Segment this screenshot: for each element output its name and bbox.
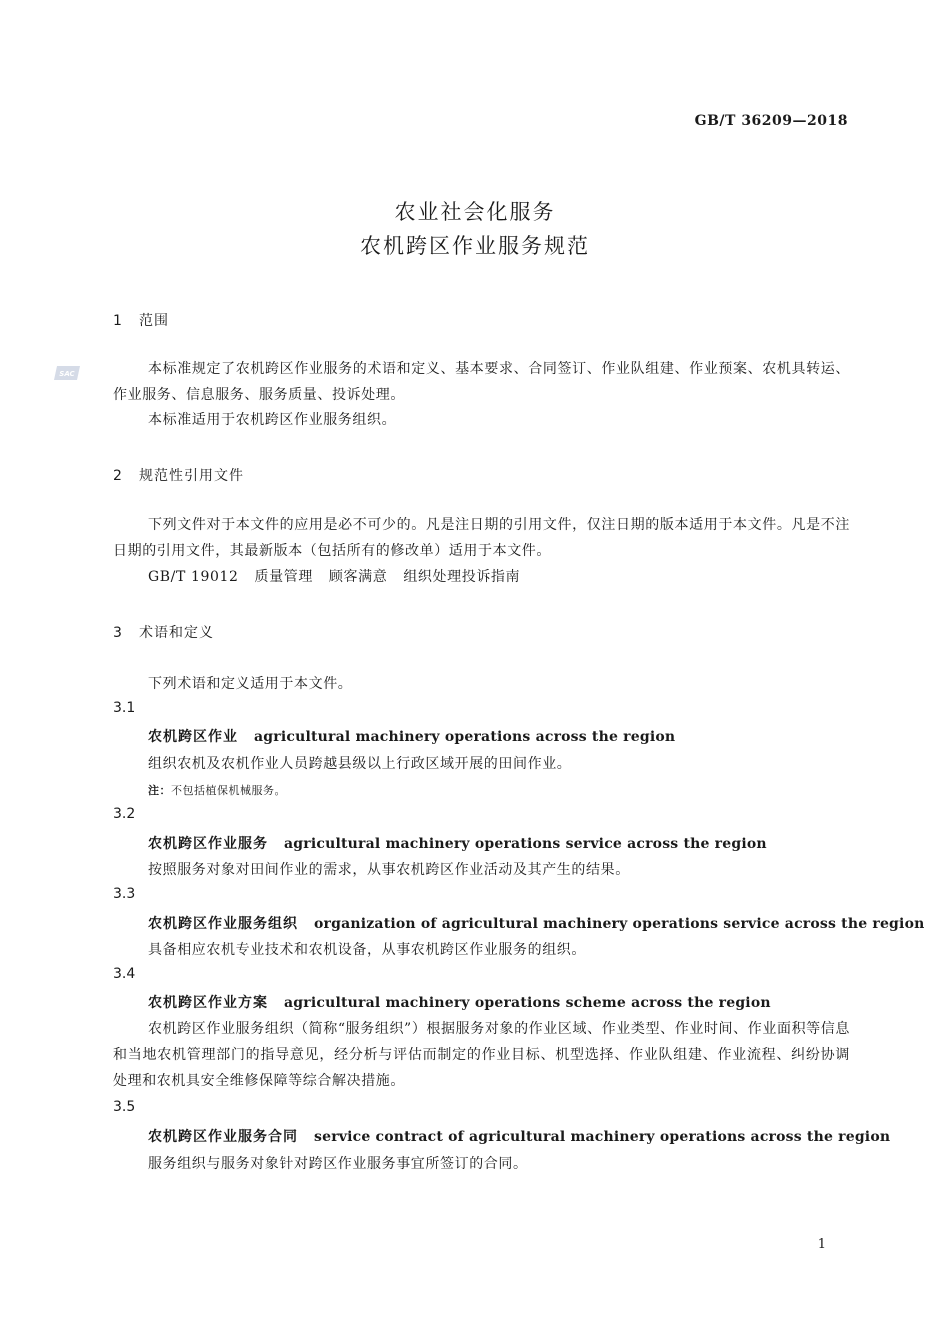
term-entry xyxy=(148,1126,890,1146)
document-title-line2: 农机跨区作业服务规范 xyxy=(360,234,590,258)
term-entry xyxy=(148,726,675,746)
section-number: 1 xyxy=(113,313,123,329)
standard-code: GB/T 36209—2018 xyxy=(694,113,848,129)
term-definition: 按照服务对象对田间作业的需求，从事农机跨区作业活动及其产生的结果。 xyxy=(148,862,630,878)
scope-paragraph-1: 本标准规定了农机跨区作业服务的术语和定义、基本要求、合同签订、作业队组建、作业预案、农机具转运、作业服务、信息服务、服务质量、投诉处理。 xyxy=(113,361,850,403)
normative-reference xyxy=(148,566,536,586)
term-entry xyxy=(148,833,767,853)
term-zh: 农机跨区作业服务组织 xyxy=(148,916,298,932)
term-en: agricultural machinery operations service across the region xyxy=(284,836,767,852)
term-number: 3.1 xyxy=(113,700,136,716)
reference-code: GB/T 19012 xyxy=(148,569,239,585)
scope-paragraph-2: 本标准适用于农机跨区作业服务组织。 xyxy=(148,412,397,428)
page-number: 1 xyxy=(817,1237,826,1252)
reference-title-part2: 顾客满意 xyxy=(328,569,388,585)
term-en: agricultural machinery operations across the region xyxy=(254,729,676,745)
term-number: 3.2 xyxy=(113,806,136,822)
section-title: 范围 xyxy=(139,313,169,329)
section-number: 2 xyxy=(113,468,123,484)
term-definition: 组织农机及农机作业人员跨越县级以上行政区域开展的田间作业。 xyxy=(148,756,572,772)
terms-intro: 下列术语和定义适用于本文件。 xyxy=(148,676,353,692)
section-title: 术语和定义 xyxy=(139,625,214,641)
term-zh: 农机跨区作业服务合同 xyxy=(148,1129,298,1145)
normative-paragraph: 下列文件对于本文件的应用是必不可少的。凡是注日期的引用文件，仅注日期的版本适用于本文件。凡是不注日期的引用文件，其最新版本（包括所有的修改单）适用于本文件。 xyxy=(113,517,850,559)
term-definition: 具备相应农机专业技术和农机设备，从事农机跨区作业服务的组织。 xyxy=(148,942,586,958)
term-en: organization of agricultural machinery operations service across the region xyxy=(314,916,925,932)
note-text: 不包括植保机械服务。 xyxy=(171,784,286,797)
term-number: 3.5 xyxy=(113,1099,136,1115)
term-number: 3.3 xyxy=(113,886,136,902)
term-zh: 农机跨区作业服务 xyxy=(148,836,268,852)
term-number: 3.4 xyxy=(113,966,136,982)
reference-title-part3: 组织处理投诉指南 xyxy=(403,569,521,585)
term-definition: 农机跨区作业服务组织（简称“服务组织”）根据服务对象的作业区域、作业类型、作业时间、作业面积等信息和当地农机管理部门的指导意见，经分析与评估而制定的作业目标、机型选择、作业队组建、作业流程、纠纷协调处理和农机具安全维修保障等综合解决措施。 xyxy=(113,1021,850,1089)
term-zh: 农机跨区作业方案 xyxy=(148,995,268,1011)
sac-watermark-logo xyxy=(54,364,82,382)
section-heading-normative xyxy=(113,465,244,485)
term-en: service contract of agricultural machinery operations across the region xyxy=(314,1129,891,1145)
document-title-line1: 农业社会化服务 xyxy=(394,200,556,224)
term-en: agricultural machinery operations scheme across the region xyxy=(284,995,771,1011)
section-number: 3 xyxy=(113,625,123,641)
term-entry xyxy=(148,992,771,1012)
term-zh: 农机跨区作业 xyxy=(148,729,238,745)
term-note xyxy=(148,782,286,798)
section-heading-scope xyxy=(113,310,169,330)
term-entry xyxy=(148,913,925,933)
reference-title-part1: 质量管理 xyxy=(254,569,313,585)
note-label: 注： xyxy=(148,784,171,797)
section-title: 规范性引用文件 xyxy=(139,468,244,484)
section-heading-terms xyxy=(113,622,214,642)
sac-watermark-text: SAC xyxy=(59,370,75,378)
term-definition: 服务组织与服务对象针对跨区作业服务事宜所签订的合同。 xyxy=(148,1156,528,1172)
